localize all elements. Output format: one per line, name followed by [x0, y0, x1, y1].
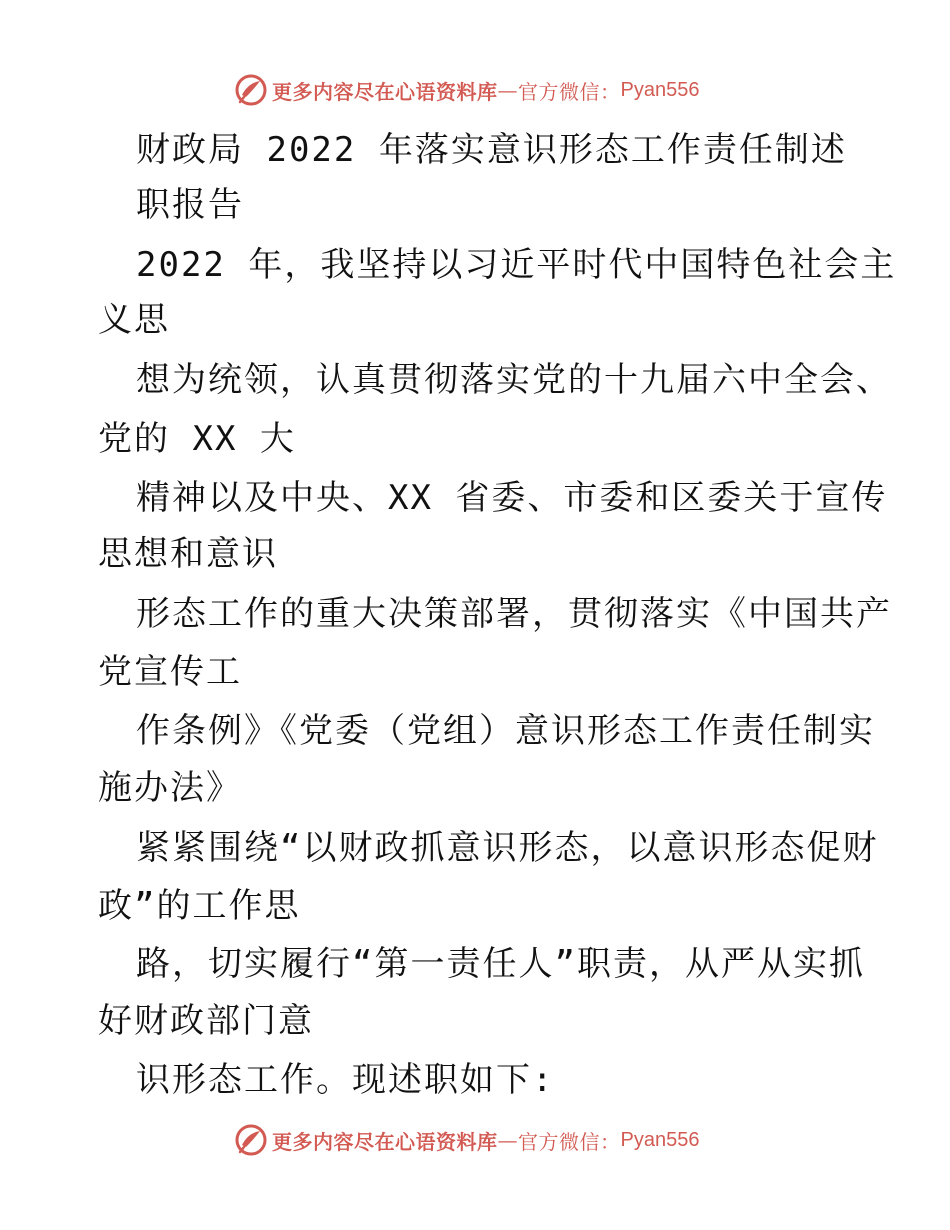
- doc-line: 政”的工作思: [98, 886, 301, 926]
- doc-line: 党的 XX 大: [98, 419, 296, 459]
- doc-line: 党宣传工: [98, 652, 242, 692]
- footer-banner: [234, 1122, 699, 1158]
- banner-separator: —: [497, 1128, 518, 1152]
- banner-main-text: 更多内容尽在心语资料库: [272, 79, 498, 104]
- doc-line: 思想和意识: [98, 534, 278, 574]
- doc-line: 好财政部门意: [98, 1001, 314, 1041]
- doc-line: 精神以及中央、XX 省委、市委和区委关于宣传: [136, 478, 888, 518]
- banner-wechat-id: Pyan556: [620, 78, 700, 101]
- doc-line: 路，切实履行“第一责任人”职责，从严从实抓: [136, 944, 865, 984]
- banner-sub-text: 官方微信：: [518, 1129, 621, 1154]
- doc-line: 2022 年，我坚持以习近平时代中国特色社会主: [136, 245, 897, 285]
- banner-wechat-id: Pyan556: [620, 1128, 700, 1151]
- doc-line: 紧紧围绕“以财政抓意识形态，以意识形态促财: [136, 828, 879, 868]
- banner-separator: —: [497, 78, 518, 102]
- doc-line: 义思: [98, 300, 170, 340]
- doc-line: 形态工作的重大决策部署，贯彻落实《中国共产: [136, 594, 892, 634]
- doc-line: 施办法》: [98, 768, 242, 808]
- pen-logo-icon: [234, 73, 268, 107]
- header-banner: [234, 72, 699, 108]
- doc-line: 财政局 2022 年落实意识形态工作责任制述: [136, 130, 847, 170]
- doc-line: 作条例》《党委（党组）意识形态工作责任制实: [136, 711, 875, 751]
- doc-line: 职报告: [136, 185, 244, 225]
- pen-logo-icon: [234, 1123, 268, 1157]
- banner-sub-text: 官方微信：: [518, 79, 621, 104]
- banner-main-text: 更多内容尽在心语资料库: [272, 1129, 498, 1154]
- doc-line: 识形态工作。现述职如下:: [136, 1060, 555, 1100]
- doc-line: 想为统领，认真贯彻落实党的十九届六中全会、: [136, 360, 892, 400]
